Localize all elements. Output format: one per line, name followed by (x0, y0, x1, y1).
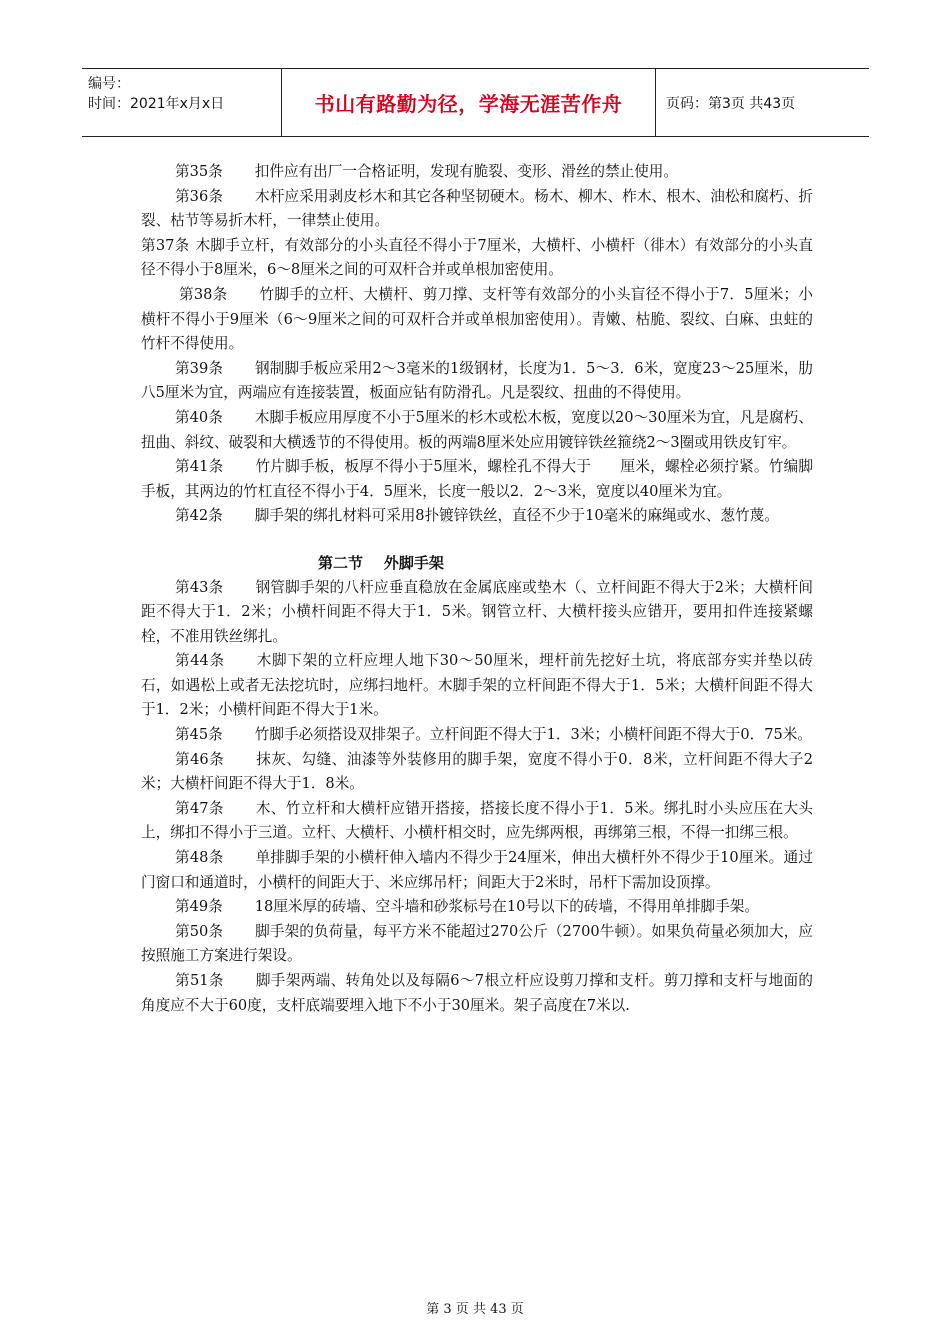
article-text: 钢制脚手板应采用2～3毫米的1级钢材，长度为1．5～3．6米，宽度23～25厘米，肋八5厘米为宜，两端应有连接装置，板面应钻有防滑孔。凡是裂纹、扭曲的不得使用。 (141, 359, 813, 402)
article-number: 第49条 (175, 898, 223, 916)
article-text: 脚手架的负荷量，每平方米不能超过270公斤（2700牛顿）。如果负荷量必须加大，应按照施工方案进行架设。 (141, 922, 813, 965)
article-number: 第48条 (175, 849, 224, 867)
article-paragraph (141, 455, 813, 504)
document-date-label: 时间：2021年x月x日 (88, 96, 225, 112)
header-meta (82, 69, 282, 136)
article-paragraph (141, 160, 813, 185)
article-paragraph (141, 406, 813, 455)
article-text: 18厘米厚的砖墙、空斗墙和砂浆标号在10号以下的砖墙，不得用单排脚手架。 (254, 898, 759, 916)
article-text: 木杆应采用剥皮杉木和其它各种坚韧硬木。杨木、柳木、柞木、根木、油松和腐朽、折裂、枯节等易折木杆，一律禁止使用。 (141, 187, 813, 230)
article-paragraph (141, 748, 813, 797)
article-number: 第40条 (175, 408, 223, 426)
header-page-number: 页码：第3页 共43页 (666, 95, 796, 112)
article-number: 第36条 (175, 187, 224, 205)
article-number: 第35条 (175, 163, 223, 180)
article-number: 第38条 (179, 285, 228, 303)
article-number: 第45条 (175, 726, 223, 744)
article-number: 第42条 (175, 507, 223, 525)
article-paragraph (141, 797, 813, 846)
article-paragraph (141, 723, 813, 748)
article-text: 脚手架的绑扎材料可采用8扑镀锌铁丝，直径不少于10毫米的麻绳或水、葱竹蔑。 (254, 507, 779, 525)
article-paragraph (141, 846, 813, 895)
page-header (82, 68, 869, 137)
document-body (141, 160, 813, 1018)
article-paragraph (141, 969, 813, 1018)
article-number: 第43条 (175, 578, 224, 596)
article-paragraph (141, 576, 813, 650)
article-text: 木脚手板应用厚度不小于5厘米的杉木或松木板，宽度以20～30厘米为宜，凡是腐朽、扭曲、斜纹、破裂和大横透节的不得使用。板的两端8厘米处应用镀锌铁丝箍绕2～3圈或用铁皮钉牢。 (141, 408, 813, 451)
article-number: 第50条 (175, 922, 224, 940)
article-paragraph (141, 234, 813, 283)
article-text: 抹灰、勾缝、油漆等外装修用的脚手架，宽度不得小于0．8米，立杆间距不得大子2米；大横杆间距不得大于1．8米。 (141, 750, 813, 793)
article-paragraph (141, 504, 813, 529)
article-paragraph (141, 920, 813, 969)
header-motto: 书山有路勤为径，学海无涯苦作舟 (282, 69, 656, 136)
article-number: 第37条 (141, 236, 190, 254)
article-text: 钢管脚手架的八杆应垂直稳放在金属底座或垫木（、立杆间距不得大于2米；大横杆间距不得大于1．2米；小横杆间距不得大于1．5米。钢管立杆、大横杆接头应错开，要用扣件连接紧螺栓，不准用铁丝绑扎。 (141, 578, 813, 645)
article-text: 竹片脚手板，板厚不得小于5厘米，螺栓孔不得大于 厘米，螺栓必须拧紧。竹编脚手板，其两边的竹杠直径不得小于4．5厘米，长度一般以2．2～3米，宽度以40厘米为宜。 (141, 458, 813, 500)
article-text: 扣件应有出厂一合格证明，发现有脆裂、变形、滑丝的禁止使用。 (254, 163, 678, 180)
article-text: 木脚手立杆，有效部分的小头直径不得小于7厘米，大横杆、小横杆（徘木）有效部分的小头直径不得小于8厘米，6～8厘米之间的可双杆合并或单根加密使用。 (141, 236, 813, 279)
article-text: 竹脚手的立杆、大横杆、剪刀撑、支杆等有效部分的小头盲径不得小于7．5厘米；小横杆不得小于9厘米（6～9厘米之间的可双杆合并或单根加密使用）。青嫩、枯脆、裂纹、白麻、虫蛀的竹杆不得使用。 (141, 285, 813, 353)
article-text: 脚手架两端、转角处以及每隔6～7根立杆应设剪刀撑和支杆。剪刀撑和支杆与地面的角度应不大于60度，支杆底端要埋入地下不小于30厘米。架子高度在7米以. (141, 972, 814, 1014)
section-title: 第二节 外脚手架 (318, 553, 444, 572)
article-paragraph (141, 283, 813, 357)
document-number-label: 编号： (88, 76, 130, 92)
article-text: 竹脚手必须搭设双排架子。立杆间距不得大于1．3米；小横杆间距不得大于0．75米。 (254, 726, 812, 744)
article-number: 第47条 (175, 799, 224, 817)
article-text: 木、竹立杆和大横杆应错开搭接，搭接长度不得小于1．5米。绑扎时小头应压在大头上，绑扣不得小于三道。立杆、大横杆、小横杆相交时，应先绑两根，再绑第三根，不得一扣绑三根。 (141, 799, 814, 842)
article-number: 第46条 (175, 750, 225, 768)
article-paragraph (141, 357, 813, 406)
article-number: 第44条 (175, 652, 225, 670)
page-footer: 第 3 页 共 43 页 (426, 1302, 524, 1317)
article-number: 第41条 (175, 458, 224, 476)
article-number: 第39条 (175, 359, 224, 377)
article-paragraph (141, 895, 813, 920)
article-number: 第51条 (175, 972, 224, 989)
article-text: 木脚下架的立杆应埋人地下30～50厘米，埋杆前先挖好土坑，将底部夯实并垫以砖石，如遇松上或者无法挖坑时，应绑扫地杆。木脚手架的立杆间距不得大于1．5米；大横杆间距不得大于1．2米；小横杆间距不得大于1米。 (141, 652, 813, 719)
article-paragraph (141, 649, 813, 723)
article-paragraph (141, 185, 813, 234)
article-text: 单排脚手架的小横杆伸入墙内不得少于24厘米，伸出大横杆外不得少于10厘米。通过门窗口和通道时，小横杆的间距大于、米应绑吊杆；间距大于2米时，吊杆下需加设顶撑。 (141, 849, 813, 891)
